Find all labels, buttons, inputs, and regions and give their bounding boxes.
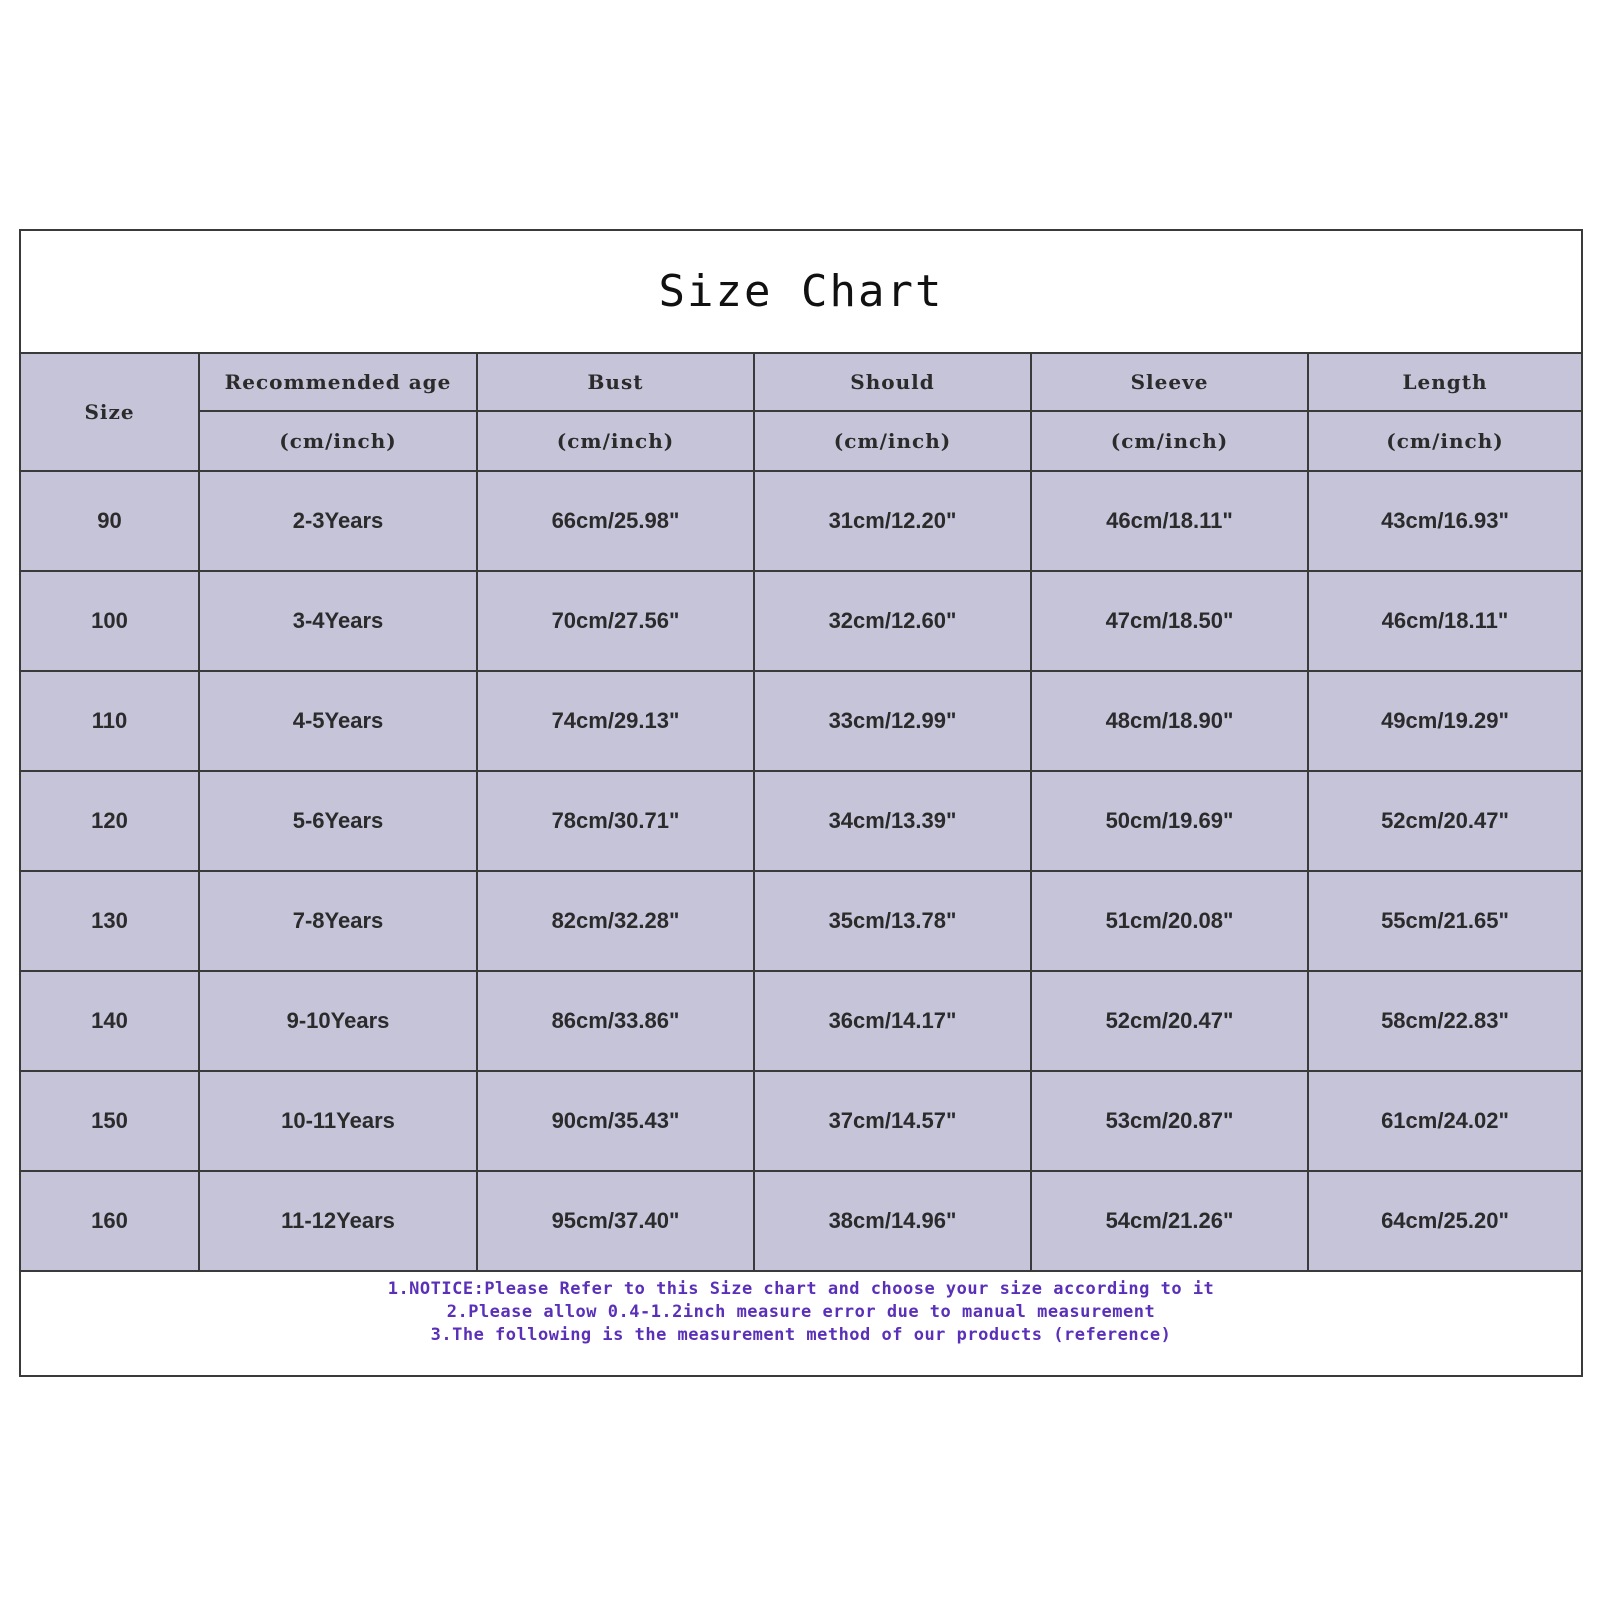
length-cell: 58cm/22.83" bbox=[1308, 971, 1581, 1071]
should-cell: 37cm/14.57" bbox=[754, 1071, 1031, 1171]
header-unit: (cm/inch) bbox=[477, 411, 754, 471]
size-chart bbox=[19, 229, 1583, 1377]
size-cell: 130 bbox=[21, 871, 199, 971]
sleeve-cell: 52cm/20.47" bbox=[1031, 971, 1308, 1071]
sleeve-cell: 54cm/21.26" bbox=[1031, 1171, 1308, 1271]
age-cell: 7-8Years bbox=[199, 871, 477, 971]
size-cell: 100 bbox=[21, 571, 199, 671]
bust-cell: 66cm/25.98" bbox=[477, 471, 754, 571]
age-cell: 10-11Years bbox=[199, 1071, 477, 1171]
age-cell: 2-3Years bbox=[199, 471, 477, 571]
notes-block bbox=[21, 1272, 1581, 1347]
should-cell: 31cm/12.20" bbox=[754, 471, 1031, 571]
header-unit: (cm/inch) bbox=[199, 411, 477, 471]
length-cell: 46cm/18.11" bbox=[1308, 571, 1581, 671]
table-row bbox=[21, 871, 1581, 971]
size-cell: 140 bbox=[21, 971, 199, 1071]
note-line: 1.NOTICE:Please Refer to this Size chart and choose your size according to it bbox=[387, 1279, 1215, 1299]
bust-cell: 95cm/37.40" bbox=[477, 1171, 754, 1271]
table-row bbox=[21, 1171, 1581, 1271]
table-row bbox=[21, 671, 1581, 771]
table-row bbox=[21, 771, 1581, 871]
age-cell: 3-4Years bbox=[199, 571, 477, 671]
size-cell: 90 bbox=[21, 471, 199, 571]
header-row-names bbox=[21, 354, 1581, 411]
sleeve-cell: 48cm/18.90" bbox=[1031, 671, 1308, 771]
length-cell: 43cm/16.93" bbox=[1308, 471, 1581, 571]
sleeve-cell: 47cm/18.50" bbox=[1031, 571, 1308, 671]
bust-cell: 82cm/32.28" bbox=[477, 871, 754, 971]
header-should: Should bbox=[754, 354, 1031, 411]
bust-cell: 70cm/27.56" bbox=[477, 571, 754, 671]
header-length: Length bbox=[1308, 354, 1581, 411]
header-bust: Bust bbox=[477, 354, 754, 411]
should-cell: 36cm/14.17" bbox=[754, 971, 1031, 1071]
header-size: Size bbox=[21, 354, 199, 471]
header-unit: (cm/inch) bbox=[754, 411, 1031, 471]
table-row bbox=[21, 971, 1581, 1071]
length-cell: 61cm/24.02" bbox=[1308, 1071, 1581, 1171]
size-cell: 160 bbox=[21, 1171, 199, 1271]
note-line: 3.The following is the measurement method of our products (reference) bbox=[430, 1325, 1172, 1345]
sleeve-cell: 50cm/19.69" bbox=[1031, 771, 1308, 871]
sleeve-cell: 53cm/20.87" bbox=[1031, 1071, 1308, 1171]
should-cell: 35cm/13.78" bbox=[754, 871, 1031, 971]
size-table bbox=[21, 354, 1581, 1272]
age-cell: 11-12Years bbox=[199, 1171, 477, 1271]
age-cell: 4-5Years bbox=[199, 671, 477, 771]
header-recommended-age: Recommended age bbox=[199, 354, 477, 411]
size-cell: 150 bbox=[21, 1071, 199, 1171]
should-cell: 33cm/12.99" bbox=[754, 671, 1031, 771]
should-cell: 34cm/13.39" bbox=[754, 771, 1031, 871]
size-cell: 120 bbox=[21, 771, 199, 871]
chart-title: Size Chart bbox=[21, 231, 1581, 354]
header-sleeve: Sleeve bbox=[1031, 354, 1308, 411]
header-unit: (cm/inch) bbox=[1031, 411, 1308, 471]
bust-cell: 74cm/29.13" bbox=[477, 671, 754, 771]
length-cell: 52cm/20.47" bbox=[1308, 771, 1581, 871]
bust-cell: 90cm/35.43" bbox=[477, 1071, 754, 1171]
table-row bbox=[21, 471, 1581, 571]
length-cell: 64cm/25.20" bbox=[1308, 1171, 1581, 1271]
size-cell: 110 bbox=[21, 671, 199, 771]
note-line: 2.Please allow 0.4-1.2inch measure error due to manual measurement bbox=[446, 1302, 1156, 1322]
bust-cell: 86cm/33.86" bbox=[477, 971, 754, 1071]
should-cell: 32cm/12.60" bbox=[754, 571, 1031, 671]
bust-cell: 78cm/30.71" bbox=[477, 771, 754, 871]
age-cell: 9-10Years bbox=[199, 971, 477, 1071]
length-cell: 55cm/21.65" bbox=[1308, 871, 1581, 971]
sleeve-cell: 51cm/20.08" bbox=[1031, 871, 1308, 971]
table-row bbox=[21, 1071, 1581, 1171]
table-row bbox=[21, 571, 1581, 671]
header-row-units bbox=[21, 411, 1581, 471]
sleeve-cell: 46cm/18.11" bbox=[1031, 471, 1308, 571]
age-cell: 5-6Years bbox=[199, 771, 477, 871]
header-unit: (cm/inch) bbox=[1308, 411, 1581, 471]
length-cell: 49cm/19.29" bbox=[1308, 671, 1581, 771]
should-cell: 38cm/14.96" bbox=[754, 1171, 1031, 1271]
